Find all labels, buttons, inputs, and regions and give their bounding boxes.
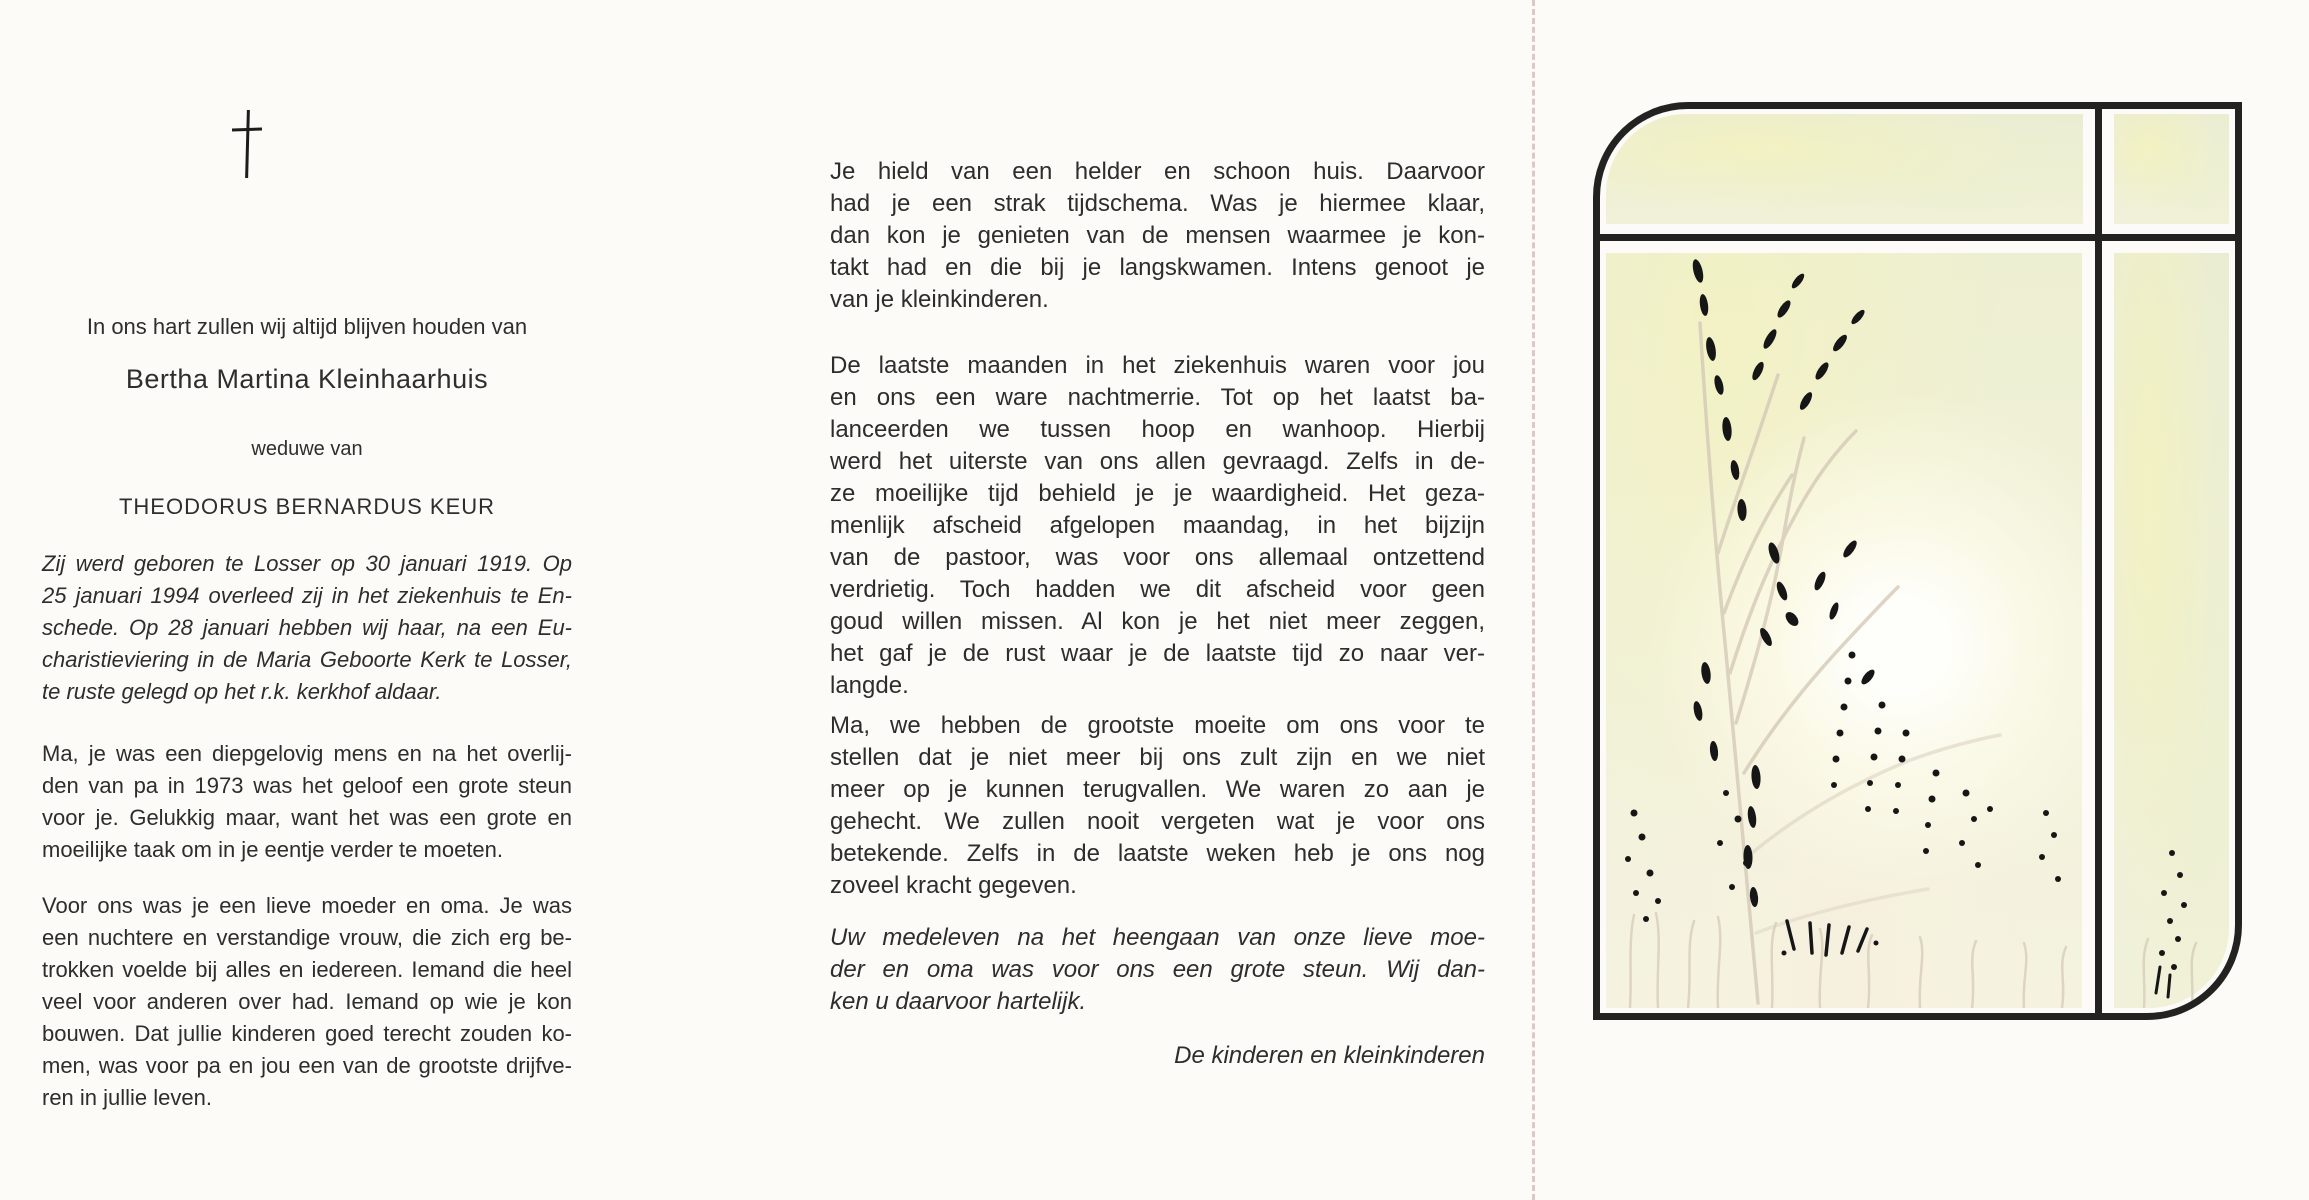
window-frame xyxy=(1593,102,2242,1020)
widow-label: weduwe van xyxy=(251,438,363,460)
deceased-name: Bertha Martina Kleinhaarhuis xyxy=(125,364,489,394)
window-illustration xyxy=(1593,102,2242,1020)
mother-paragraph: Voor ons was je een lieve moeder en oma. Je was een nuchtere en verstandige vrouw, die zich erg be- trokken voelde bij alles en iedereen. Iemand die heel veel voor anderen over had. Iemand op wie je kon bouwen. Dat jullie kinderen goed terecht zouden ko- men, was voor pa en jou een van de grootste drijfve- ren in jullie leven. xyxy=(42,893,572,1110)
husband-name: THEODORUS BERNARDUS KEUR xyxy=(118,494,496,519)
signature-line: De kinderen en kleinkinderen xyxy=(1174,1042,1485,1069)
intro-line: In ons hart zullen wij altijd blijven houden van xyxy=(86,314,528,339)
thanks-paragraph: Uw medeleven na het heengaan van onze lieve moe- der en oma was voor ons een grote steun. Wij dan- ken u daarvoor hartelijk. xyxy=(830,924,1485,1015)
biography-paragraph: Zij werd geboren te Losser op 30 januari 1919. Op 25 januari 1994 overleed zij in het ziekenhuis te En- schede. Op 28 januari hebben wij haar, na een Eu- charistieviering in de Maria Geboorte Kerk te Losser, te ruste gelegd op het r.k. kerkhof aldaar. xyxy=(42,551,572,704)
house-paragraph: Je hield van een helder en schoon huis. Daarvoor had je een strak tijdschema. Was je hiermee klaar, dan kon je genieten van de mensen waarmee je kon- takt had en die bij je langskwamen. Intens genoot je van je kleinkinderen. xyxy=(830,158,1485,313)
farewell-paragraph: Ma, we hebben de grootste moeite om ons voor te stellen dat je niet meer bij ons zult zijn en we niet meer op je kunnen terugvallen. We waren zo aan je gehecht. We zullen nooit vergeten wat je voor ons betekende. Zelfs in de laatste weken heb je ons nog zoveel kracht gegeven. xyxy=(830,712,1485,899)
left-text-column xyxy=(42,0,572,1200)
hospital-paragraph: De laatste maanden in het ziekenhuis waren voor jou en ons een ware nachtmerrie. Tot op het laatst ba- lanceerden we tussen hoop en wanhoop. Hierbij werd het uiterste van ons allen gevraagd. Zelfs in de- ze moeilijke tijd behield je je waardigheid. Het geza- menlijk afscheid afgelopen maandag, in het bijzijn van de pastoor, was voor ons allemaal ontzettend verdrietig. Toch hadden we dit afscheid voor geen goud willen missen. Al kon je het niet meer zeggen, het gaf je de rust waar je de laatste tijd zo naar ver- langde. xyxy=(830,352,1485,699)
card-fold-line xyxy=(1532,0,1535,1200)
cross-icon xyxy=(232,110,262,178)
faith-paragraph: Ma, je was een diepgelovig mens en na het overlij- den van pa in 1973 was het geloof een grote steun voor je. Gelukkig maar, want het was een grote en moeilijke taak om in je eentje verder te moeten. xyxy=(42,741,572,862)
right-text-column xyxy=(830,0,1485,1200)
